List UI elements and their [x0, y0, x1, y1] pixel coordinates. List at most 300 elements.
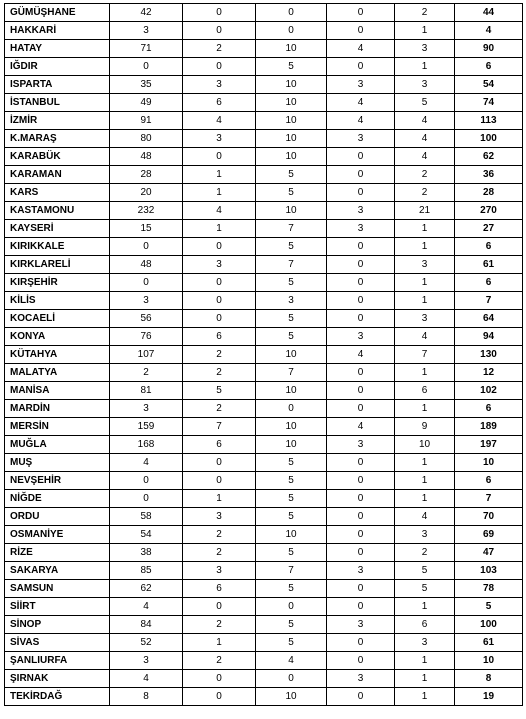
value-cell-4: 0	[327, 184, 395, 202]
value-cell-4: 3	[327, 670, 395, 688]
value-cell-2: 0	[183, 472, 256, 490]
value-cell-3: 10	[256, 436, 327, 454]
table-row	[5, 454, 523, 472]
province-name-cell: SİİRT	[5, 598, 110, 616]
value-cell-3: 0	[256, 400, 327, 418]
value-cell-4: 0	[327, 274, 395, 292]
total-cell: 10	[455, 454, 523, 472]
value-cell-2: 3	[183, 130, 256, 148]
value-cell-5: 3	[395, 310, 455, 328]
province-score-table	[4, 3, 523, 706]
value-cell-3: 5	[256, 310, 327, 328]
total-cell: 64	[455, 310, 523, 328]
value-cell-2: 2	[183, 616, 256, 634]
province-name-cell: RİZE	[5, 544, 110, 562]
value-cell-5: 1	[395, 364, 455, 382]
value-cell-4: 0	[327, 400, 395, 418]
province-name-cell: KÜTAHYA	[5, 346, 110, 364]
value-cell-5: 1	[395, 274, 455, 292]
value-cell-1: 15	[110, 220, 183, 238]
value-cell-3: 10	[256, 688, 327, 706]
table-row	[5, 202, 523, 220]
value-cell-3: 5	[256, 634, 327, 652]
value-cell-2: 6	[183, 94, 256, 112]
province-name-cell: SİNOP	[5, 616, 110, 634]
total-cell: 62	[455, 148, 523, 166]
value-cell-5: 1	[395, 454, 455, 472]
province-name-cell: MERSİN	[5, 418, 110, 436]
province-name-cell: HAKKARİ	[5, 22, 110, 40]
value-cell-4: 0	[327, 382, 395, 400]
value-cell-2: 6	[183, 328, 256, 346]
value-cell-4: 0	[327, 22, 395, 40]
total-cell: 113	[455, 112, 523, 130]
value-cell-2: 0	[183, 670, 256, 688]
value-cell-5: 7	[395, 346, 455, 364]
value-cell-4: 0	[327, 58, 395, 76]
province-name-cell: İSTANBUL	[5, 94, 110, 112]
value-cell-3: 10	[256, 382, 327, 400]
value-cell-5: 3	[395, 256, 455, 274]
province-name-cell: SAKARYA	[5, 562, 110, 580]
province-name-cell: NEVŞEHİR	[5, 472, 110, 490]
value-cell-4: 4	[327, 40, 395, 58]
value-cell-5: 21	[395, 202, 455, 220]
total-cell: 102	[455, 382, 523, 400]
value-cell-5: 1	[395, 652, 455, 670]
value-cell-3: 5	[256, 274, 327, 292]
value-cell-1: 38	[110, 544, 183, 562]
value-cell-5: 5	[395, 562, 455, 580]
value-cell-4: 0	[327, 688, 395, 706]
value-cell-3: 5	[256, 238, 327, 256]
table-row	[5, 184, 523, 202]
table-row	[5, 490, 523, 508]
total-cell: 6	[455, 58, 523, 76]
province-name-cell: ISPARTA	[5, 76, 110, 94]
table-row	[5, 544, 523, 562]
value-cell-1: 20	[110, 184, 183, 202]
total-cell: 19	[455, 688, 523, 706]
value-cell-3: 10	[256, 76, 327, 94]
table-row	[5, 472, 523, 490]
value-cell-1: 232	[110, 202, 183, 220]
value-cell-2: 3	[183, 76, 256, 94]
table-row	[5, 22, 523, 40]
total-cell: 103	[455, 562, 523, 580]
value-cell-1: 84	[110, 616, 183, 634]
value-cell-5: 1	[395, 670, 455, 688]
table-row	[5, 580, 523, 598]
value-cell-1: 0	[110, 238, 183, 256]
province-name-cell: SİVAS	[5, 634, 110, 652]
value-cell-2: 6	[183, 436, 256, 454]
value-cell-1: 168	[110, 436, 183, 454]
value-cell-2: 2	[183, 40, 256, 58]
total-cell: 6	[455, 238, 523, 256]
province-name-cell: KIRIKKALE	[5, 238, 110, 256]
value-cell-2: 6	[183, 580, 256, 598]
province-name-cell: MUŞ	[5, 454, 110, 472]
province-name-cell: MANİSA	[5, 382, 110, 400]
value-cell-3: 0	[256, 670, 327, 688]
value-cell-5: 2	[395, 4, 455, 22]
value-cell-4: 3	[327, 220, 395, 238]
total-cell: 74	[455, 94, 523, 112]
value-cell-3: 5	[256, 490, 327, 508]
value-cell-2: 2	[183, 364, 256, 382]
province-name-cell: KONYA	[5, 328, 110, 346]
total-cell: 90	[455, 40, 523, 58]
value-cell-5: 2	[395, 166, 455, 184]
province-name-cell: ŞANLIURFA	[5, 652, 110, 670]
total-cell: 36	[455, 166, 523, 184]
value-cell-3: 5	[256, 508, 327, 526]
value-cell-4: 0	[327, 166, 395, 184]
value-cell-5: 1	[395, 490, 455, 508]
value-cell-1: 85	[110, 562, 183, 580]
value-cell-3: 10	[256, 202, 327, 220]
value-cell-1: 62	[110, 580, 183, 598]
total-cell: 8	[455, 670, 523, 688]
value-cell-2: 1	[183, 166, 256, 184]
value-cell-4: 4	[327, 346, 395, 364]
value-cell-3: 0	[256, 598, 327, 616]
value-cell-2: 4	[183, 202, 256, 220]
value-cell-4: 3	[327, 76, 395, 94]
value-cell-5: 6	[395, 382, 455, 400]
value-cell-2: 2	[183, 526, 256, 544]
table-row	[5, 364, 523, 382]
province-name-cell: MARDİN	[5, 400, 110, 418]
province-name-cell: MALATYA	[5, 364, 110, 382]
value-cell-5: 3	[395, 634, 455, 652]
value-cell-1: 49	[110, 94, 183, 112]
value-cell-1: 35	[110, 76, 183, 94]
table-row	[5, 148, 523, 166]
total-cell: 7	[455, 292, 523, 310]
value-cell-1: 56	[110, 310, 183, 328]
value-cell-3: 3	[256, 292, 327, 310]
value-cell-5: 4	[395, 112, 455, 130]
value-cell-5: 2	[395, 184, 455, 202]
total-cell: 5	[455, 598, 523, 616]
value-cell-4: 0	[327, 454, 395, 472]
value-cell-2: 4	[183, 112, 256, 130]
value-cell-1: 107	[110, 346, 183, 364]
value-cell-1: 42	[110, 4, 183, 22]
value-cell-5: 1	[395, 472, 455, 490]
table-row	[5, 508, 523, 526]
value-cell-5: 4	[395, 328, 455, 346]
table-row	[5, 238, 523, 256]
value-cell-2: 7	[183, 418, 256, 436]
value-cell-3: 7	[256, 562, 327, 580]
value-cell-4: 0	[327, 4, 395, 22]
value-cell-3: 7	[256, 364, 327, 382]
value-cell-5: 5	[395, 94, 455, 112]
value-cell-1: 76	[110, 328, 183, 346]
value-cell-5: 4	[395, 508, 455, 526]
table-row	[5, 130, 523, 148]
value-cell-3: 5	[256, 328, 327, 346]
total-cell: 61	[455, 256, 523, 274]
value-cell-3: 5	[256, 454, 327, 472]
table-row	[5, 526, 523, 544]
value-cell-3: 10	[256, 418, 327, 436]
value-cell-1: 2	[110, 364, 183, 382]
table-row	[5, 220, 523, 238]
table-row	[5, 616, 523, 634]
total-cell: 10	[455, 652, 523, 670]
value-cell-4: 0	[327, 238, 395, 256]
table-row	[5, 328, 523, 346]
province-name-cell: ŞIRNAK	[5, 670, 110, 688]
value-cell-3: 5	[256, 472, 327, 490]
value-cell-4: 0	[327, 364, 395, 382]
value-cell-2: 1	[183, 490, 256, 508]
total-cell: 69	[455, 526, 523, 544]
value-cell-2: 2	[183, 544, 256, 562]
total-cell: 4	[455, 22, 523, 40]
value-cell-1: 3	[110, 292, 183, 310]
value-cell-1: 48	[110, 148, 183, 166]
table-row	[5, 688, 523, 706]
value-cell-4: 0	[327, 472, 395, 490]
value-cell-2: 0	[183, 148, 256, 166]
province-name-cell: KİLİS	[5, 292, 110, 310]
value-cell-2: 0	[183, 238, 256, 256]
total-cell: 54	[455, 76, 523, 94]
table-row	[5, 400, 523, 418]
value-cell-5: 5	[395, 580, 455, 598]
value-cell-4: 0	[327, 526, 395, 544]
value-cell-5: 6	[395, 616, 455, 634]
table-row	[5, 94, 523, 112]
value-cell-4: 3	[327, 328, 395, 346]
value-cell-1: 4	[110, 454, 183, 472]
province-name-cell: SAMSUN	[5, 580, 110, 598]
value-cell-4: 3	[327, 202, 395, 220]
value-cell-4: 0	[327, 148, 395, 166]
value-cell-3: 0	[256, 22, 327, 40]
value-cell-1: 48	[110, 256, 183, 274]
table-row	[5, 436, 523, 454]
province-name-cell: IĞDIR	[5, 58, 110, 76]
table-row	[5, 166, 523, 184]
value-cell-4: 4	[327, 112, 395, 130]
value-cell-2: 0	[183, 598, 256, 616]
value-cell-4: 3	[327, 562, 395, 580]
value-cell-3: 5	[256, 580, 327, 598]
total-cell: 6	[455, 400, 523, 418]
value-cell-4: 0	[327, 652, 395, 670]
total-cell: 189	[455, 418, 523, 436]
province-name-cell: KARAMAN	[5, 166, 110, 184]
value-cell-2: 1	[183, 184, 256, 202]
province-name-cell: OSMANİYE	[5, 526, 110, 544]
value-cell-1: 0	[110, 472, 183, 490]
value-cell-2: 1	[183, 220, 256, 238]
province-name-cell: TEKİRDAĞ	[5, 688, 110, 706]
value-cell-4: 0	[327, 490, 395, 508]
value-cell-4: 0	[327, 598, 395, 616]
value-cell-1: 28	[110, 166, 183, 184]
value-cell-3: 7	[256, 220, 327, 238]
table-row	[5, 346, 523, 364]
value-cell-3: 10	[256, 148, 327, 166]
value-cell-5: 1	[395, 598, 455, 616]
province-name-cell: KARABÜK	[5, 148, 110, 166]
value-cell-1: 80	[110, 130, 183, 148]
table-row	[5, 562, 523, 580]
province-name-cell: MUĞLA	[5, 436, 110, 454]
value-cell-4: 4	[327, 418, 395, 436]
table-row	[5, 4, 523, 22]
value-cell-4: 3	[327, 436, 395, 454]
table-row	[5, 670, 523, 688]
total-cell: 197	[455, 436, 523, 454]
value-cell-5: 2	[395, 544, 455, 562]
table-row	[5, 40, 523, 58]
value-cell-1: 52	[110, 634, 183, 652]
value-cell-4: 0	[327, 256, 395, 274]
value-cell-2: 0	[183, 58, 256, 76]
value-cell-5: 1	[395, 220, 455, 238]
total-cell: 270	[455, 202, 523, 220]
value-cell-5: 1	[395, 238, 455, 256]
province-name-cell: KIRŞEHİR	[5, 274, 110, 292]
value-cell-3: 10	[256, 40, 327, 58]
total-cell: 44	[455, 4, 523, 22]
table-body	[5, 4, 523, 706]
value-cell-1: 3	[110, 22, 183, 40]
value-cell-1: 0	[110, 490, 183, 508]
value-cell-1: 71	[110, 40, 183, 58]
table-row	[5, 76, 523, 94]
value-cell-1: 54	[110, 526, 183, 544]
total-cell: 100	[455, 616, 523, 634]
province-name-cell: GÜMÜŞHANE	[5, 4, 110, 22]
value-cell-3: 7	[256, 256, 327, 274]
province-name-cell: KIRKLARELİ	[5, 256, 110, 274]
value-cell-1: 3	[110, 652, 183, 670]
province-name-cell: KARS	[5, 184, 110, 202]
total-cell: 6	[455, 472, 523, 490]
total-cell: 28	[455, 184, 523, 202]
total-cell: 94	[455, 328, 523, 346]
province-name-cell: K.MARAŞ	[5, 130, 110, 148]
value-cell-5: 1	[395, 688, 455, 706]
value-cell-2: 0	[183, 688, 256, 706]
province-score-table-container	[4, 3, 522, 706]
total-cell: 61	[455, 634, 523, 652]
value-cell-1: 81	[110, 382, 183, 400]
province-name-cell: ORDU	[5, 508, 110, 526]
value-cell-1: 58	[110, 508, 183, 526]
total-cell: 12	[455, 364, 523, 382]
value-cell-1: 0	[110, 274, 183, 292]
value-cell-5: 4	[395, 130, 455, 148]
total-cell: 27	[455, 220, 523, 238]
value-cell-2: 0	[183, 454, 256, 472]
value-cell-2: 2	[183, 652, 256, 670]
value-cell-2: 2	[183, 400, 256, 418]
value-cell-5: 3	[395, 76, 455, 94]
value-cell-5: 1	[395, 400, 455, 418]
value-cell-2: 0	[183, 22, 256, 40]
value-cell-1: 0	[110, 58, 183, 76]
total-cell: 78	[455, 580, 523, 598]
table-row	[5, 634, 523, 652]
value-cell-1: 3	[110, 400, 183, 418]
value-cell-2: 3	[183, 508, 256, 526]
table-row	[5, 310, 523, 328]
value-cell-3: 5	[256, 184, 327, 202]
value-cell-1: 8	[110, 688, 183, 706]
value-cell-2: 0	[183, 4, 256, 22]
total-cell: 130	[455, 346, 523, 364]
value-cell-2: 5	[183, 382, 256, 400]
value-cell-5: 10	[395, 436, 455, 454]
value-cell-4: 0	[327, 310, 395, 328]
value-cell-4: 0	[327, 580, 395, 598]
province-name-cell: KASTAMONU	[5, 202, 110, 220]
value-cell-3: 10	[256, 526, 327, 544]
value-cell-2: 0	[183, 274, 256, 292]
value-cell-2: 0	[183, 292, 256, 310]
province-name-cell: İZMİR	[5, 112, 110, 130]
value-cell-4: 0	[327, 544, 395, 562]
total-cell: 70	[455, 508, 523, 526]
total-cell: 6	[455, 274, 523, 292]
value-cell-5: 9	[395, 418, 455, 436]
table-row	[5, 598, 523, 616]
value-cell-3: 10	[256, 112, 327, 130]
total-cell: 7	[455, 490, 523, 508]
value-cell-3: 0	[256, 4, 327, 22]
value-cell-2: 0	[183, 310, 256, 328]
province-name-cell: KOCAELİ	[5, 310, 110, 328]
value-cell-3: 5	[256, 616, 327, 634]
value-cell-4: 0	[327, 508, 395, 526]
value-cell-1: 4	[110, 670, 183, 688]
province-name-cell: HATAY	[5, 40, 110, 58]
value-cell-3: 10	[256, 346, 327, 364]
table-row	[5, 652, 523, 670]
value-cell-2: 2	[183, 346, 256, 364]
table-row	[5, 112, 523, 130]
value-cell-4: 0	[327, 292, 395, 310]
value-cell-2: 3	[183, 256, 256, 274]
value-cell-5: 1	[395, 292, 455, 310]
table-row	[5, 382, 523, 400]
value-cell-5: 3	[395, 526, 455, 544]
value-cell-5: 3	[395, 40, 455, 58]
value-cell-3: 5	[256, 544, 327, 562]
province-name-cell: KAYSERİ	[5, 220, 110, 238]
value-cell-5: 4	[395, 148, 455, 166]
value-cell-5: 1	[395, 58, 455, 76]
value-cell-4: 0	[327, 634, 395, 652]
total-cell: 100	[455, 130, 523, 148]
table-row	[5, 292, 523, 310]
value-cell-4: 3	[327, 616, 395, 634]
value-cell-3: 10	[256, 94, 327, 112]
value-cell-4: 3	[327, 130, 395, 148]
value-cell-3: 4	[256, 652, 327, 670]
value-cell-1: 91	[110, 112, 183, 130]
